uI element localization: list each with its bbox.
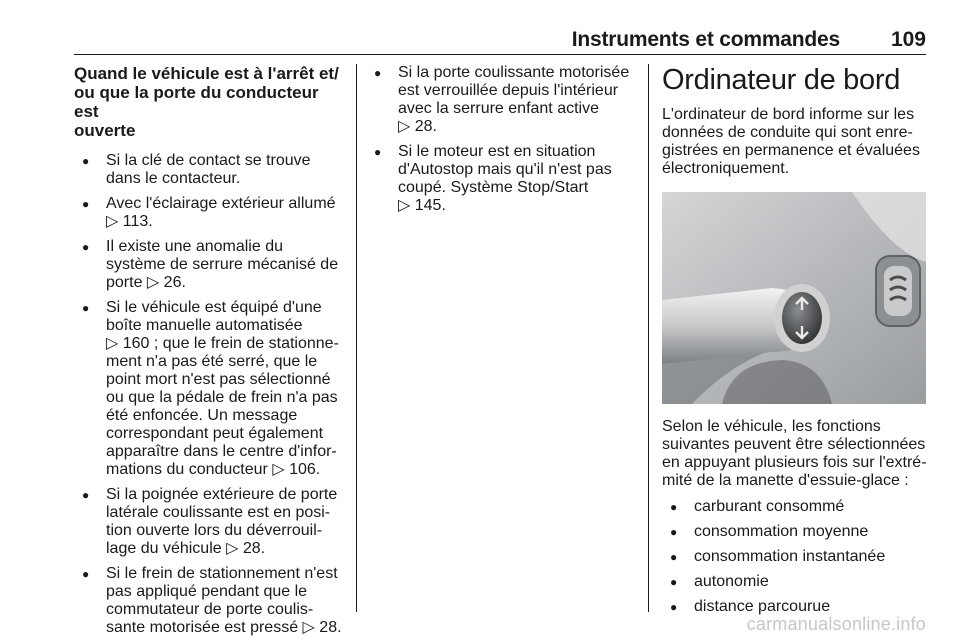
condition-list-continued: [370, 64, 640, 215]
list-item: ● Si la porte coulissante motorisée est verrouillée depuis l'intérieur avec la serrure enfant active ▷ 28.: [370, 64, 640, 136]
column-divider-1: [356, 64, 357, 612]
page-number: 109: [890, 28, 926, 51]
column-right: [662, 64, 928, 623]
header-title: Instruments et commandes: [571, 28, 840, 51]
list-item: ● distance parcourue: [662, 598, 928, 616]
list-item: ● Si le véhicule est équipé d'une boîte manuelle automatisée ▷ 160 ; que le frein de stationne- ment n'a pas été serré, que le point mort n'est pas sélectionné ou que la pédale de frein n'a pas été enfoncée. Un message correspondant peut également apparaître dans le centre d'infor- mations du conducteur ▷ 106.: [74, 299, 346, 479]
condition-list: [74, 152, 346, 637]
column-left: [74, 64, 346, 644]
list-item: ● Si la poignée extérieure de porte latérale coulissante est en posi- tion ouverte lors du déverrouil- lage du véhicule ▷ 28.: [74, 486, 346, 558]
wiper-stalk-illustration: [662, 192, 926, 404]
section-subheading: Quand le véhicule est à l'arrêt et/ ou que la porte du conducteur est ouverte: [74, 64, 339, 140]
list-item: ● Si le moteur est en situation d'Autostop mais qu'il n'est pas coupé. Système Stop/Start ▷ 145.: [370, 143, 640, 215]
list-item: ● Avec l'éclairage extérieur allumé ▷ 113.: [74, 195, 346, 231]
list-item: ● carburant consommé: [662, 498, 928, 516]
column-divider-2: [648, 64, 649, 612]
section-title: Ordinateur de bord: [662, 64, 901, 96]
wiper-stalk-icon: [662, 192, 926, 404]
intro-paragraph: L'ordinateur de bord informe sur les données de conduite qui sont enre- gistrées en permanence et évaluées électroniquement.: [662, 106, 920, 177]
list-item: ● Si le frein de stationnement n'est pas appliqué pendant que le commutateur de porte coulis- sante motorisée est pressé ▷ 28.: [74, 565, 346, 637]
list-item: ● consommation instantanée: [662, 548, 928, 566]
column-middle: [370, 64, 640, 222]
function-list: [662, 498, 928, 616]
watermark-text: carmanualsonline.info: [746, 614, 926, 634]
functions-paragraph: Selon le véhicule, les fonctions suivantes peuvent être sélectionnées en appuyant plusieurs fois sur l'extré- mité de la manette d'essuie-glace :: [662, 418, 927, 489]
list-item: ● Il existe une anomalie du système de serrure mécanisé de porte ▷ 26.: [74, 238, 346, 292]
list-item: ● consommation moyenne: [662, 523, 928, 541]
header-rule: [74, 54, 926, 55]
list-item: ● autonomie: [662, 573, 928, 591]
list-item: ● Si la clé de contact se trouve dans le contacteur.: [74, 152, 346, 188]
